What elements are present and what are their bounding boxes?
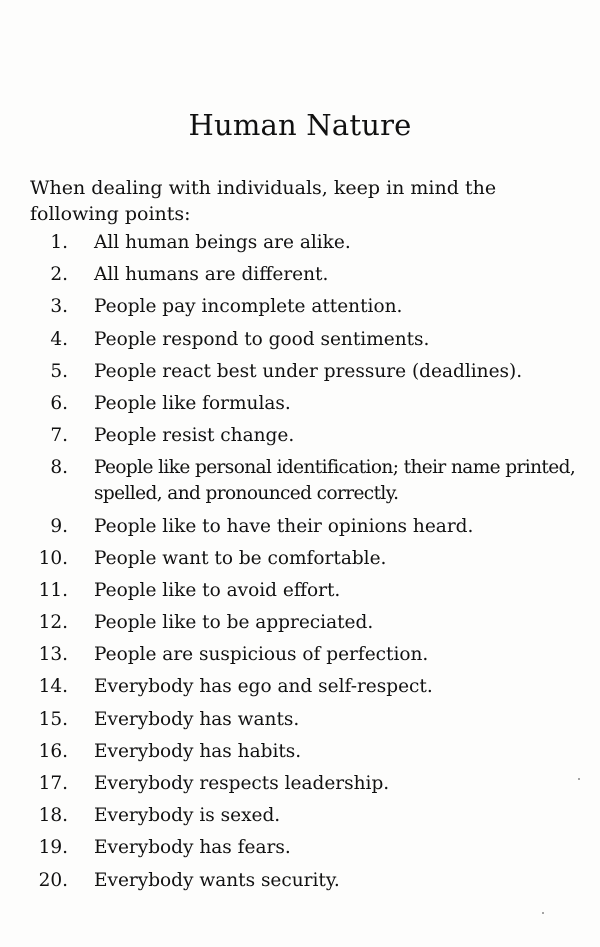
list-item	[0, 771, 600, 797]
item-text: Everybody has wants.	[94, 708, 300, 730]
list-item	[0, 262, 600, 288]
list-item	[0, 803, 600, 829]
item-text: People like to have their opinions heard.	[94, 515, 474, 537]
list-item	[0, 578, 600, 604]
list-item	[0, 707, 600, 733]
list-item	[0, 514, 600, 540]
item-number: 18.	[38, 805, 68, 827]
list-item	[0, 642, 600, 668]
list-item	[0, 391, 600, 417]
item-text: People like personal identification; their name printed, spelled, and pronounced correctly.	[94, 457, 576, 505]
points-list	[0, 230, 600, 900]
paper-speck	[542, 912, 544, 914]
paper-speck	[578, 778, 580, 780]
item-text: Everybody has fears.	[94, 837, 291, 859]
item-number: 15.	[38, 708, 68, 730]
item-number: 9.	[50, 515, 68, 537]
list-item	[0, 868, 600, 894]
item-number: 4.	[50, 328, 68, 350]
list-item	[0, 835, 600, 861]
page-title: Human Nature	[188, 108, 412, 142]
list-item	[0, 359, 600, 385]
item-text: Everybody respects leadership.	[94, 773, 390, 794]
item-text: People pay incomplete attention.	[94, 296, 403, 318]
item-number: 1.	[50, 232, 68, 253]
item-text: All human beings are alike.	[94, 232, 351, 253]
item-text: People want to be comfortable.	[94, 547, 387, 569]
item-number: 12.	[38, 612, 68, 634]
item-number: 8.	[50, 457, 68, 479]
item-number: 17.	[38, 773, 68, 794]
item-text: People react best under pressure (deadlines).	[94, 360, 523, 382]
list-item	[0, 739, 600, 765]
list-item	[0, 230, 600, 256]
item-text: People resist change.	[94, 425, 295, 447]
item-text: People respond to good sentiments.	[94, 328, 430, 350]
list-item	[0, 610, 600, 636]
item-text: Everybody is sexed.	[94, 805, 281, 827]
item-number: 3.	[50, 296, 68, 318]
list-item	[0, 423, 600, 449]
list-item	[0, 674, 600, 700]
list-item	[0, 455, 600, 507]
item-text: People are suspicious of perfection.	[94, 644, 429, 666]
item-text: People like to avoid effort.	[94, 579, 341, 601]
item-text: People like to be appreciated.	[94, 612, 374, 634]
item-number: 2.	[50, 264, 68, 286]
item-number: 16.	[38, 740, 68, 762]
item-text: Everybody has habits.	[94, 740, 302, 762]
item-text: People like formulas.	[94, 392, 291, 414]
item-number: 19.	[38, 837, 68, 859]
list-item	[0, 546, 600, 572]
item-number: 7.	[50, 425, 68, 447]
item-number: 5.	[50, 360, 68, 382]
list-item	[0, 327, 600, 353]
item-number: 13.	[38, 644, 68, 666]
item-number: 10.	[38, 547, 68, 569]
item-number: 14.	[38, 676, 68, 698]
item-number: 20.	[38, 869, 68, 891]
item-number: 6.	[50, 392, 68, 414]
item-text: Everybody has ego and self-respect.	[94, 676, 433, 698]
list-item	[0, 294, 600, 320]
intro-paragraph: When dealing with individuals, keep in mind the following points:	[30, 177, 497, 225]
item-text: Everybody wants security.	[94, 869, 340, 891]
item-number: 11.	[38, 579, 68, 601]
item-text: All humans are different.	[94, 264, 329, 286]
